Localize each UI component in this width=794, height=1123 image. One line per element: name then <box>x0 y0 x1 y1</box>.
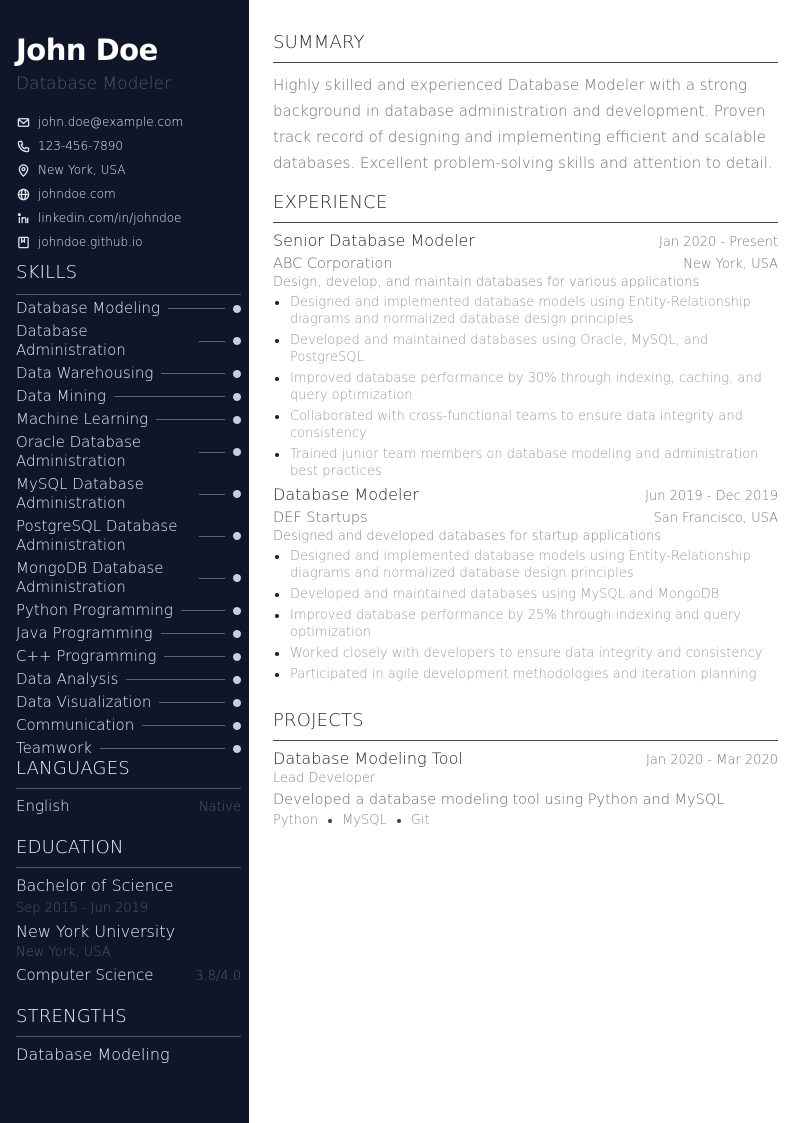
contact-email[interactable] <box>16 110 241 134</box>
sidebar <box>0 0 249 1123</box>
contact-github[interactable] <box>16 230 241 254</box>
job-title: Senior Database Modeler <box>273 231 475 250</box>
skill-item <box>16 739 241 758</box>
job-description: Designed and developed databases for startup applications <box>273 529 662 544</box>
skill-leader-line <box>199 536 225 537</box>
skill-leader-line <box>181 610 225 611</box>
skill-leader-line <box>114 396 225 397</box>
job-bullet: Trained junior team members on database modeling and administration best practices <box>273 446 778 480</box>
job-location: San Francisco, USA <box>653 511 778 526</box>
skill-dot <box>233 574 241 582</box>
skill-item <box>16 517 241 555</box>
skill-label: Java Programming <box>16 624 153 642</box>
skill-item <box>16 364 241 383</box>
contact-list <box>16 110 241 254</box>
summary-text: Highly skilled and experienced Database Modeler with a strong background in database administration and development. Proven track record of designing and implementing efficient and scalable databases. Excellent problem-solving skills and attention to detail. <box>273 76 773 172</box>
job-bullet: Designed and implemented database models using Entity-Relationship diagrams and normalized database design principles <box>273 548 778 582</box>
tag-separator <box>328 819 332 823</box>
education-field: Computer Science <box>16 966 154 984</box>
job-bullet: Participated in agile development methodologies and iteration planning <box>273 666 778 683</box>
skill-item <box>16 410 241 429</box>
skill-label: Python Programming <box>16 601 173 619</box>
skill-item <box>16 387 241 406</box>
job-bullets <box>273 548 778 683</box>
skill-dot <box>233 337 241 345</box>
github-text: johndoe.github.io <box>38 235 143 249</box>
skill-leader-line <box>156 419 225 420</box>
skill-label: Data Analysis <box>16 670 119 688</box>
contact-linkedin[interactable] <box>16 206 241 230</box>
project-description: Developed a database modeling tool using Python and MySQL <box>273 792 725 808</box>
skills-list <box>16 299 241 762</box>
contact-location <box>16 158 241 182</box>
project-role: Lead Developer <box>273 771 376 786</box>
website-text: johndoe.com <box>38 187 116 201</box>
skill-label: Data Mining <box>16 387 106 405</box>
education-school: New York University <box>16 922 176 941</box>
skill-dot <box>233 393 241 401</box>
experience-item <box>273 485 778 687</box>
skill-item <box>16 475 241 513</box>
project-tag: Git <box>410 813 430 828</box>
skill-dot <box>233 370 241 378</box>
languages-divider <box>16 788 241 789</box>
location-pin-icon <box>16 163 30 177</box>
skill-dot <box>233 607 241 615</box>
email-text: john.doe@example.com <box>38 115 184 129</box>
job-company: ABC Corporation <box>273 256 393 272</box>
skills-heading: SKILLS <box>16 262 78 283</box>
project-tag: Python <box>273 813 319 828</box>
linkedin-text: linkedin.com/in/johndoe <box>38 211 182 225</box>
skill-dot <box>233 676 241 684</box>
projects-divider <box>273 740 778 741</box>
skill-label: Data Visualization <box>16 693 152 711</box>
skill-label: MongoDB Database Administration <box>16 559 164 596</box>
skill-dot <box>233 745 241 753</box>
education-field-row <box>16 966 241 984</box>
skill-dot <box>233 305 241 313</box>
skill-leader-line <box>161 633 225 634</box>
skill-dot <box>233 653 241 661</box>
job-bullet: Collaborated with cross-functional teams to ensure data integrity and consistency <box>273 408 778 442</box>
skill-item <box>16 670 241 689</box>
project-tag: MySQL <box>342 813 387 828</box>
job-bullet: Developed and maintained databases using MySQL and MongoDB <box>273 586 778 603</box>
contact-phone[interactable] <box>16 134 241 158</box>
job-title: Database Modeler <box>273 485 419 504</box>
skill-label: MySQL Database Administration <box>16 475 144 512</box>
skill-item <box>16 299 241 318</box>
skill-dot <box>233 416 241 424</box>
skill-item <box>16 647 241 666</box>
location-text: New York, USA <box>38 163 126 177</box>
skill-item <box>16 559 241 597</box>
languages-heading: LANGUAGES <box>16 758 130 779</box>
job-bullet: Improved database performance by 25% through indexing and query optimization <box>273 607 778 641</box>
candidate-name: John Doe <box>16 33 158 67</box>
summary-divider <box>273 62 778 63</box>
mail-icon <box>16 115 30 129</box>
education-degree: Bachelor of Science <box>16 876 174 895</box>
job-bullet: Worked closely with developers to ensure data integrity and consistency <box>273 645 778 662</box>
skill-item <box>16 624 241 643</box>
summary-heading: SUMMARY <box>273 32 365 53</box>
strengths-heading: STRENGTHS <box>16 1006 127 1027</box>
skill-leader-line <box>126 679 225 680</box>
skills-divider <box>16 294 241 295</box>
skill-label: Teamwork <box>16 739 92 757</box>
education-dates: Sep 2015 - Jun 2019 <box>16 901 149 916</box>
skill-label: Data Warehousing <box>16 364 154 382</box>
job-bullet: Designed and implemented database models using Entity-Relationship diagrams and normalized database design principles <box>273 294 778 328</box>
education-location: New York, USA <box>16 945 111 960</box>
skill-dot <box>233 722 241 730</box>
strength-item: Database Modeling <box>16 1045 170 1064</box>
job-bullet: Developed and maintained databases using Oracle, MySQL, and PostgreSQL <box>273 332 778 366</box>
skill-label: Database Modeling <box>16 299 161 317</box>
language-level: Native <box>198 800 241 815</box>
project-item <box>273 749 778 828</box>
phone-icon <box>16 139 30 153</box>
language-item <box>16 797 241 815</box>
skill-dot <box>233 448 241 456</box>
candidate-role: Database Modeler <box>16 74 172 94</box>
skill-item <box>16 601 241 620</box>
skill-leader-line <box>199 341 225 342</box>
skill-item <box>16 716 241 735</box>
skill-leader-line <box>164 656 225 657</box>
skill-item <box>16 433 241 471</box>
skill-label: Database Administration <box>16 322 126 359</box>
globe-icon <box>16 187 30 201</box>
job-dates: Jun 2019 - Dec 2019 <box>645 489 778 504</box>
skill-label: Machine Learning <box>16 410 149 428</box>
job-bullet: Improved database performance by 30% through indexing, caching, and query optimization <box>273 370 778 404</box>
job-description: Design, develop, and maintain databases for various applications <box>273 275 700 290</box>
linkedin-icon <box>16 211 30 225</box>
skill-leader-line <box>161 373 225 374</box>
language-name: English <box>16 797 70 815</box>
experience-item <box>273 231 778 484</box>
skill-leader-line <box>199 452 225 453</box>
education-divider <box>16 867 241 868</box>
skill-item <box>16 322 241 360</box>
education-heading: EDUCATION <box>16 837 124 858</box>
skill-leader-line <box>168 308 225 309</box>
projects-heading: PROJECTS <box>273 710 364 731</box>
skill-leader-line <box>159 702 225 703</box>
job-bullets <box>273 294 778 480</box>
project-name: Database Modeling Tool <box>273 749 463 768</box>
skill-leader-line <box>100 748 225 749</box>
skill-leader-line <box>142 725 225 726</box>
skill-label: Oracle Database Administration <box>16 433 142 470</box>
skill-label: Communication <box>16 716 135 734</box>
skill-label: C++ Programming <box>16 647 157 665</box>
skill-item <box>16 693 241 712</box>
job-company: DEF Startups <box>273 510 368 526</box>
job-dates: Jan 2020 - Present <box>659 235 778 250</box>
tag-separator <box>397 819 401 823</box>
phone-text: 123-456-7890 <box>38 139 124 153</box>
skill-dot <box>233 630 241 638</box>
skill-leader-line <box>199 578 225 579</box>
strengths-divider <box>16 1036 241 1037</box>
skill-dot <box>233 699 241 707</box>
job-location: New York, USA <box>683 257 778 272</box>
bookmark-icon <box>16 235 30 249</box>
project-dates: Jan 2020 - Mar 2020 <box>646 753 778 768</box>
education-gpa: 3.8/4.0 <box>195 969 241 984</box>
skill-dot <box>233 490 241 498</box>
project-tags <box>273 813 778 828</box>
skill-label: PostgreSQL Database Administration <box>16 517 178 554</box>
experience-heading: EXPERIENCE <box>273 192 388 213</box>
skill-dot <box>233 532 241 540</box>
skill-leader-line <box>199 494 225 495</box>
experience-divider <box>273 222 778 223</box>
contact-website[interactable] <box>16 182 241 206</box>
